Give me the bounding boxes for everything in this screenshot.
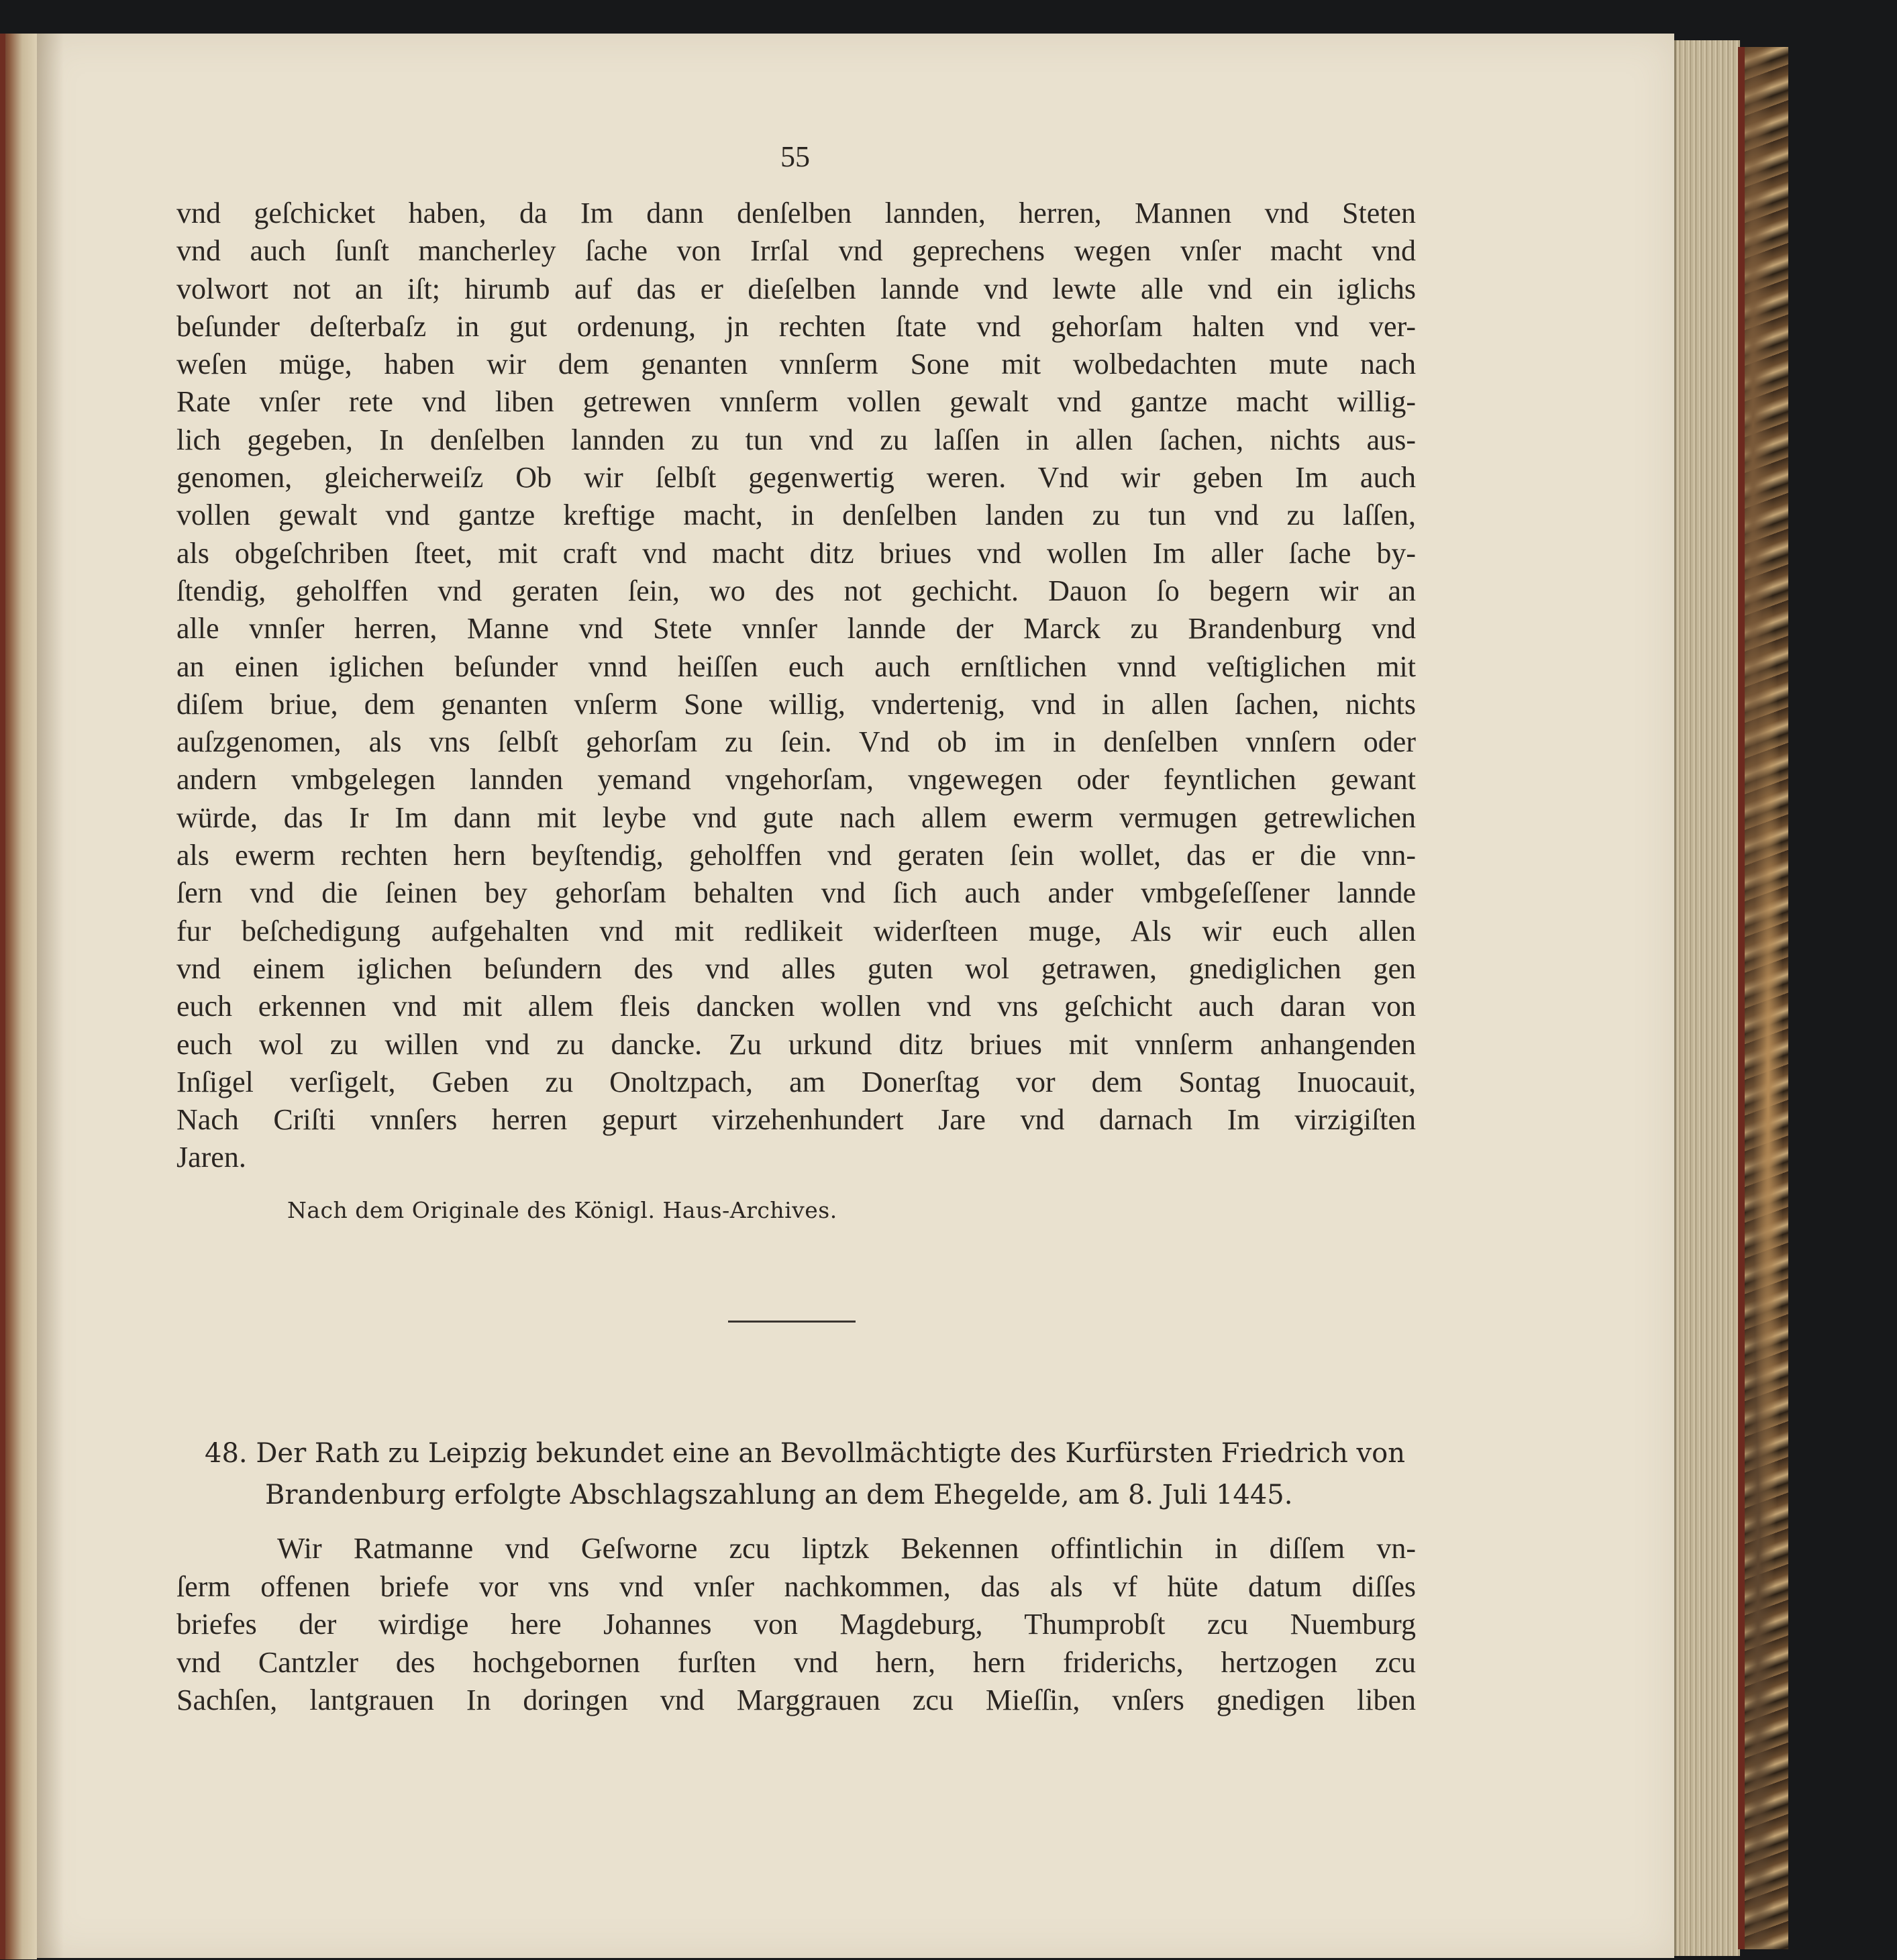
left-binding-edge bbox=[0, 34, 5, 1959]
text-line: volwort not an iſt; hirumb auf das er dieſelben lannde vnd lewte alle vnd ein iglichs bbox=[176, 272, 1416, 305]
document-heading-line: Brandenburg erfolgte Abschlagszahlung an dem Ehegelde, am 8. Juli 1445. bbox=[265, 1480, 1293, 1510]
text-line: als ewerm rechten hern beyſtendig, geholffen vnd geraten ſein wollet, das er die vnn- bbox=[176, 839, 1416, 872]
text-line: ſern vnd die ſeinen bey gehorſam behalten vnd ſich auch ander vmbgeſeſſener lannde bbox=[176, 876, 1416, 910]
cover-binding-edge bbox=[1738, 47, 1745, 1949]
text-line: Wir Ratmanne vnd Geſworne zcu liptzk Bekennen offintlichin in diſſem vn- bbox=[277, 1532, 1416, 1565]
text-line: Nach Criſti vnnſers herren gepurt virzehenhundert Jare vnd darnach Im virzigiſten bbox=[176, 1103, 1416, 1137]
text-line: würde, das Ir Im dann mit leybe vnd gute nach allem ewerm vermugen getrewlichen bbox=[176, 801, 1416, 834]
text-line: ſtendig, geholffen vnd geraten ſein, wo des not gechicht. Dauon ſo begern wir an bbox=[176, 574, 1416, 607]
text-line: ſerm offenen briefe vor vns vnd vnſer nachkommen, das als vf hüte datum diſſes bbox=[176, 1569, 1416, 1603]
text-line: lich gegeben, In denſelben lannden zu tun vnd zu laſſen in allen ſachen, nichts aus- bbox=[176, 423, 1416, 456]
text-line: vollen gewalt vnd gantze kreftige macht, in denſelben landen zu tun vnd zu laſſen, bbox=[176, 499, 1416, 532]
text-line: Jaren. bbox=[176, 1141, 246, 1174]
page-gutter-shadow bbox=[37, 34, 64, 1958]
text-line: beſunder deſterbaſz in gut ordenung, jn rechten ſtate vnd gehorſam halten vnd ver- bbox=[176, 309, 1416, 343]
text-line: euch wol zu willen vnd zu dancke. Zu urkund ditz briues mit vnnſerm anhangenden bbox=[176, 1027, 1416, 1061]
text-line: alle vnnſer herren, Manne vnd Stete vnnſer lannde der Marck zu Brandenburg vnd bbox=[176, 612, 1416, 646]
text-line: vnd einem iglichen beſundern des vnd alles guten wol getrawen, gnediglichen gen bbox=[176, 951, 1416, 985]
document-body bbox=[176, 1530, 1416, 1720]
text-line: diſem briue, dem genanten vnſerm Sone willig, vndertenig, vnd in allen ſachen, nichts bbox=[176, 687, 1416, 721]
continued-text-block bbox=[176, 195, 1416, 1177]
marbled-cover bbox=[1738, 47, 1788, 1949]
text-line: Inſigel verſigelt, Geben zu Onoltzpach, am Donerſtag vor dem Sontag Inuocauit, bbox=[176, 1065, 1416, 1098]
text-line: Rate vnſer rete vnd liben getrewen vnnſerm vollen gewalt vnd gantze macht willig- bbox=[176, 385, 1416, 419]
document-heading-line: 48. Der Rath zu Leipzig bekundet eine an Bevollmächtigte des Kurfürsten Friedrich von bbox=[205, 1438, 1405, 1469]
text-line: Sachſen, lantgrauen In doringen vnd Marggrauen zcu Mieſſin, vnſers gnedigen liben bbox=[176, 1684, 1416, 1716]
text-line: fur beſchedigung aufgehalten vnd mit redlikeit widerſteen muge, Als wir euch allen bbox=[176, 914, 1416, 947]
page-edges-stack bbox=[1674, 40, 1740, 1956]
page-number: 55 bbox=[780, 140, 810, 173]
text-line: euch erkennen vnd mit allem fleis dancken wollen vnd vns geſchicht auch daran von bbox=[176, 990, 1416, 1023]
text-line: weſen müge, haben wir dem genanten vnnſerm Sone mit wolbedachten mute nach bbox=[176, 348, 1416, 381]
text-line: als obgeſchriben ſteet, mit craft vnd macht ditz briues vnd wollen Im aller ſache by- bbox=[176, 536, 1416, 570]
source-note: Nach dem Originale des Königl. Haus-Archives. bbox=[287, 1197, 837, 1223]
text-line: an einen iglichen beſunder vnnd heiſſen euch auch ernſtlichen vnnd veſtiglichen mit bbox=[176, 650, 1416, 683]
text-line: vnd Cantzler des hochgebornen furſten vnd hern, hern friderichs, hertzogen zcu bbox=[176, 1645, 1416, 1679]
section-divider bbox=[728, 1321, 856, 1323]
document-heading bbox=[205, 1433, 1405, 1516]
text-line: vnd auch ſunſt mancherley ſache von Irrſal vnd geprechens wegen vnſer macht vnd bbox=[176, 234, 1416, 268]
text-line: auſzgenomen, als vns ſelbſt gehorſam zu ſein. Vnd ob im in denſelben vnnſern oder bbox=[176, 725, 1416, 759]
text-line: andern vmbgelegen lannden yemand vngehorſam, vngewegen oder feyntlichen gewant bbox=[176, 763, 1416, 796]
previous-page-edge bbox=[0, 34, 37, 1959]
text-line: vnd geſchicket haben, da Im dann denſelben lannden, herren, Mannen vnd Steten bbox=[176, 197, 1416, 229]
text-line: briefes der wirdige here Johannes von Magdeburg, Thumprobſt zcu Nuemburg bbox=[176, 1608, 1416, 1641]
text-line: genomen, gleicherweiſz Ob wir ſelbſt gegenwertig weren. Vnd wir geben Im auch bbox=[176, 461, 1416, 495]
